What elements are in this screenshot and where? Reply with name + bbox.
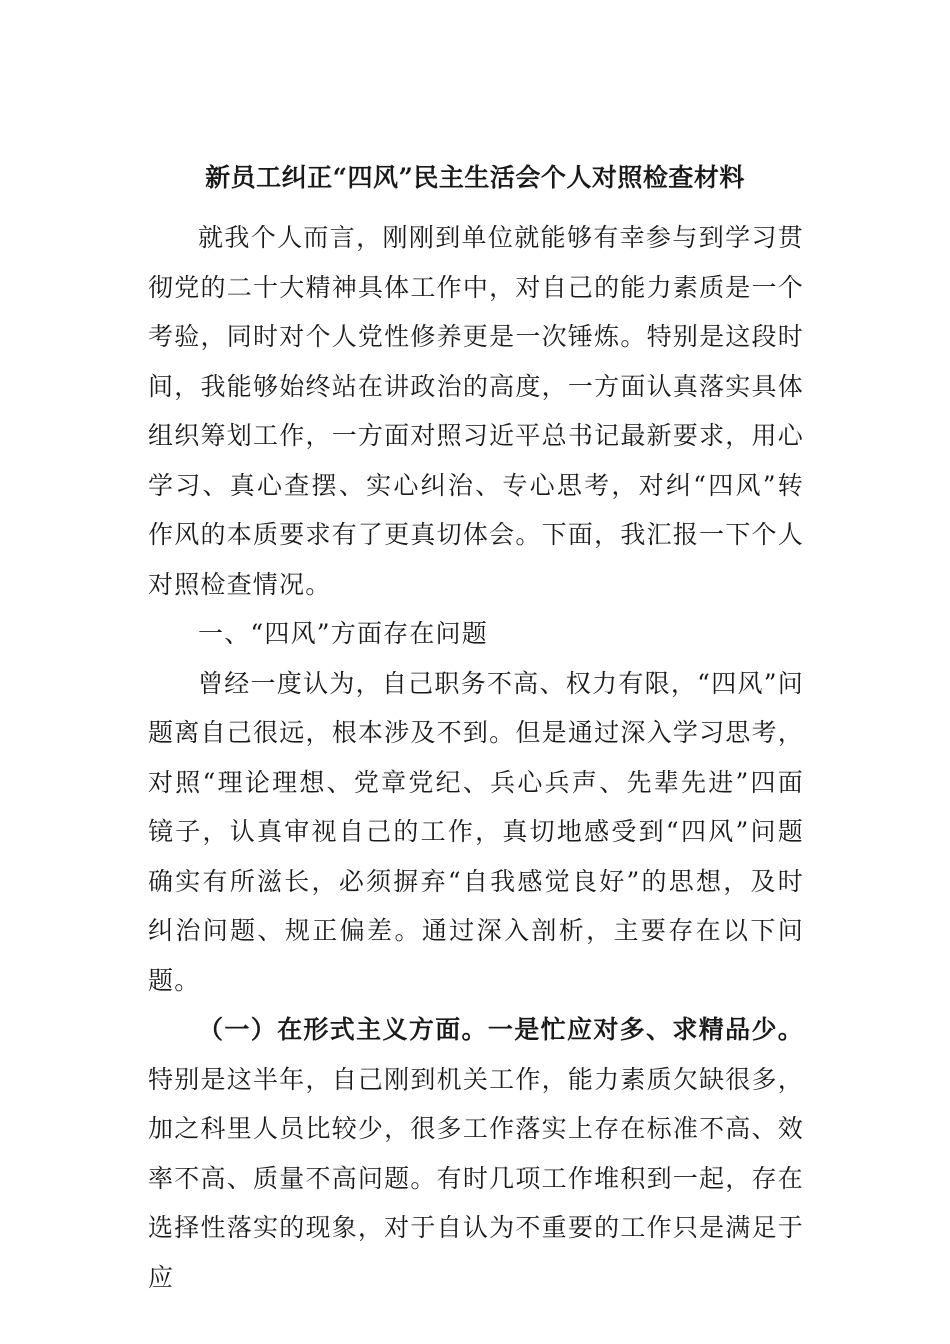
document-title: 新员工纠正“四风”民主生活会个人对照检查材料 — [205, 163, 745, 192]
section-paragraph: 曾经一度认为，自己职务不高、权力有限，“四风”问题离自己很远，根本涉及不到。但是通过深入学习思考，对照“理论理想、党章党纪、兵心兵声、先辈先进”四面镜子，认真审视自己的工作，真切地感受到“四风”问题确实有所滋长，必须摒弃“自我感觉良好”的思想，及时纠治问题、规正偏差。通过深入剖析，主要存在以下问题。 — [148, 668, 804, 995]
intro-paragraph: 就我个人而言，刚刚到单位就能够有幸参与到学习贯彻党的二十大精神具体工作中，对自己的能力素质是一个考验，同时对个人党性修养更是一次锤炼。特别是这段时间，我能够始终站在讲政治的高度，一方面认真落实具体组织筹划工作，一方面对照习近平总书记最新要求，用心学习、真心查摆、实心纠治、专心思考，对纠“四风”转作风的本质要求有了更真切体会。下面，我汇报一下个人对照检查情况。 — [148, 223, 804, 599]
subsection-bold-lead: （一）在形式主义方面。一是忙应对多、求精品少。 — [198, 1015, 804, 1044]
section-heading: 一、“四风”方面存在问题 — [198, 619, 488, 648]
subsection-paragraph — [148, 1005, 804, 1302]
document-body — [148, 213, 804, 1302]
subsection-text: 特别是这半年，自己刚到机关工作，能力素质欠缺很多，加之科里人员比较少，很多工作落实上存在标准不高、效率不高、质量不高问题。有时几项工作堆积到一起，存在选择性落实的现象，对于自认为不重要的工作只是满足于应 — [148, 1064, 804, 1292]
